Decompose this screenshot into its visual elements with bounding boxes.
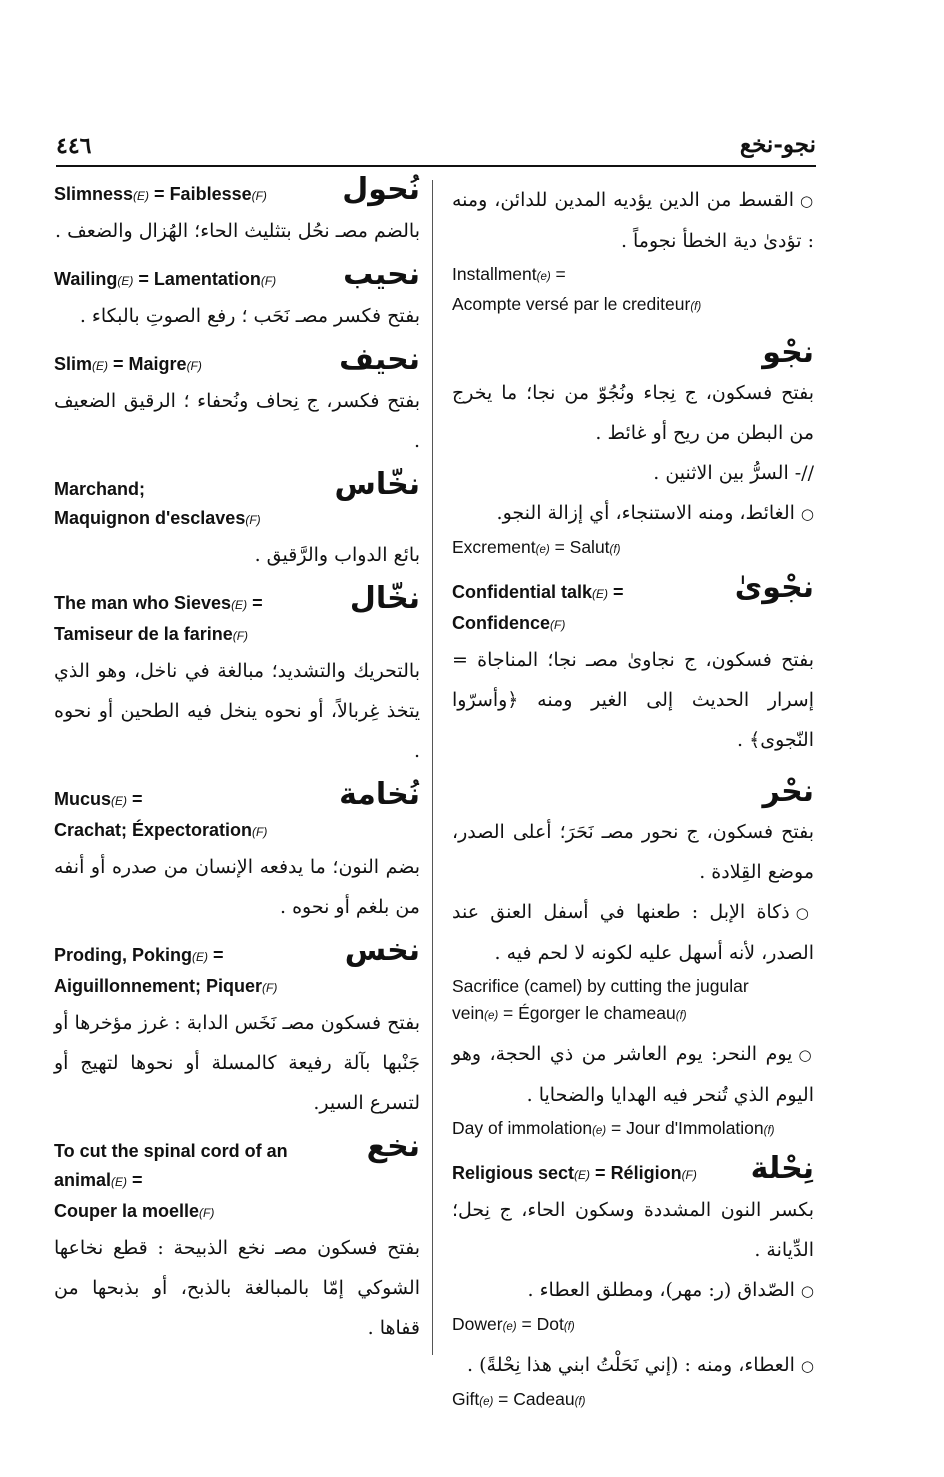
gloss: Religious sect(E) = Réligion(F) xyxy=(452,1163,697,1183)
gloss: Slimness(E) = Faiblesse(F) xyxy=(54,184,267,204)
definition: بفتح فسكون مصـ نخع الذبيحة : قطع نخاعها الشوكي إمّا بالمبالغة بالذبح، أو بذبحها من قفاها . xyxy=(54,1237,420,1339)
entry-head xyxy=(54,172,420,211)
headword: نحيف xyxy=(339,342,420,377)
entry-nahr xyxy=(452,774,814,1145)
entry-head xyxy=(54,257,420,296)
definition: بفتح فسكون، ج نجاوىٰ مصـ نجا؛ المناجاة = إسرار الحديث إلى الغير ومنه ﴿وأسرّوا النّجوى﴾ . xyxy=(452,649,814,751)
definition-bullet: ○ يوم النحر: يوم العاشر من ذي الحجة، وهو اليوم الذي تُنحر فيه الهدايا والضحايا . xyxy=(452,1034,814,1115)
definition-bullet: ○ الغائط، ومنه الاستنجاء، أي إزالة النجو. xyxy=(452,493,814,534)
gloss: Proding, Poking(E) = Aiguillonnement; Piquer(F) xyxy=(54,945,278,996)
translation: Excrement(e) = Salut(f) xyxy=(452,537,621,557)
definition-bullet: ○ الصّداق (ر: مهر)، ومطلق العطاء . xyxy=(452,1270,814,1311)
entry-nakhkhas xyxy=(54,467,420,575)
entry-najw xyxy=(452,335,814,564)
definition-bullet: ○ ذكاة الإبل : طعنها في أسفل العنق عند الصدر، لأنه أسهل عليه لكونه لا لحم فيه . xyxy=(452,892,814,973)
entry-najwa xyxy=(452,570,814,760)
entry-head xyxy=(54,342,420,381)
translation: Gift(e) = Cadeau(f) xyxy=(452,1389,586,1409)
entry-nakhkhal xyxy=(54,581,420,771)
entry-nakh xyxy=(54,1129,420,1348)
translation: Day of immolation(e) = Jour d'Immolation(f) xyxy=(452,1118,775,1138)
headword: نحيب xyxy=(343,257,420,292)
entry-nuhul xyxy=(54,172,420,251)
entry-nahib xyxy=(54,257,420,336)
headword: نحْر xyxy=(762,774,814,809)
headword: نِحْلة xyxy=(750,1151,814,1186)
page-header xyxy=(56,125,816,167)
sub-definition: //- السرُّ بين الاثنين . xyxy=(653,462,814,484)
definition: بالضم مصـ نحُل بتثليث الحاء؛ الهُزال والضعف . xyxy=(55,220,420,242)
entry-head xyxy=(54,933,420,1003)
definition: بفتح فكسر مصـ نَحَب ؛ رفع الصوتِ بالبكاء . xyxy=(79,305,420,327)
gloss: Confidential talk(E) = Confidence(F) xyxy=(452,582,624,633)
gloss: Slim(E) = Maigre(F) xyxy=(54,354,202,374)
entry-head xyxy=(54,777,420,847)
definition: بائع الدواب والرَّقيق . xyxy=(254,544,420,566)
headword: نجْو xyxy=(762,335,814,370)
running-title: نجو-نخع xyxy=(739,131,816,158)
headword: نُحول xyxy=(342,172,420,207)
entry-head xyxy=(54,467,420,535)
gloss: To cut the spinal cord of an animal(E) = Couper la moelle(F) xyxy=(54,1141,288,1221)
entry-head xyxy=(452,1151,814,1190)
entry-head xyxy=(54,581,420,651)
headword: نخس xyxy=(344,933,420,968)
definition: بضم النون؛ ما يدفعه الإنسان من صدره أو أنفه من بلغم أو نحوه . xyxy=(54,856,420,918)
headword: نخّاس xyxy=(334,467,420,502)
entry-nihla xyxy=(452,1151,814,1416)
gloss: Mucus(E) = Crachat; Éxpectoration(F) xyxy=(54,789,268,840)
entry-continued xyxy=(452,180,814,321)
headword: نُخامة xyxy=(339,777,420,812)
definition: بفتح فسكون مصـ نَخَس الدابة : غرز مؤخرها أو جَنْبها بآلة رفيعة كالمسلة أو نحوها لتهيج أو لتسرع السير. xyxy=(54,1012,420,1114)
definition: بالتحريك والتشديد؛ مبالغة في ناخل، وهو الذي يتخذ غِربالاً، أو نحوه ينخل فيه الطحين أو نحوه . xyxy=(54,660,420,762)
definition: ○ القسط من الدين يؤديه المدين للدائن، ومنه : تؤدىٰ دية الخطأ نجوماً . xyxy=(452,180,814,261)
entry-nahif xyxy=(54,342,420,461)
page-number: ٤٤٦ xyxy=(56,133,92,159)
entry-head xyxy=(54,1129,420,1228)
column-divider xyxy=(432,180,433,1355)
gloss: The man who Sieves(E) = Tamiseur de la farine(F) xyxy=(54,593,263,644)
headword: نخّال xyxy=(349,581,420,616)
headword: نخع xyxy=(366,1129,420,1164)
gloss: Marchand; Maquignon d'esclaves(F) xyxy=(54,479,261,528)
translation: Dower(e) = Dot(f) xyxy=(452,1314,575,1334)
definition: بكسر النون المشددة وسكون الحاء، ج نِحل؛ الدِّيانة . xyxy=(452,1199,814,1261)
definition: بفتح فسكون، ج نحور مصـ نَحَرَ؛ أعلى الصدر، موضع القِلادة . xyxy=(452,821,814,883)
entry-nukhama xyxy=(54,777,420,927)
entry-head xyxy=(452,570,814,640)
headword: نجْوىٰ xyxy=(734,570,814,605)
definition-bullet: ○ العطاء، ومنه : (إني نَحَلْتُ ابني هذا نِحْلةً) . xyxy=(452,1345,814,1386)
entry-nakhs xyxy=(54,933,420,1123)
right-column xyxy=(452,180,814,1430)
gloss: Wailing(E) = Lamentation(F) xyxy=(54,269,277,289)
left-column xyxy=(54,172,420,1362)
definition: بفتح فكسر، ج نِحاف ونُحفاء ؛ الرقيق الضعيف . xyxy=(54,390,420,452)
definition: بفتح فسكون، ج نِجاء ونُجُوّ من نجا؛ ما يخرج من البطن من ريح أو غائط . xyxy=(452,382,814,444)
translation: Sacrifice (camel) by cutting the jugular vein(e) = Égorger le chameau(f) xyxy=(452,976,749,1023)
translation: Installment(e) = Acompte versé par le crediteur(f) xyxy=(452,264,702,314)
